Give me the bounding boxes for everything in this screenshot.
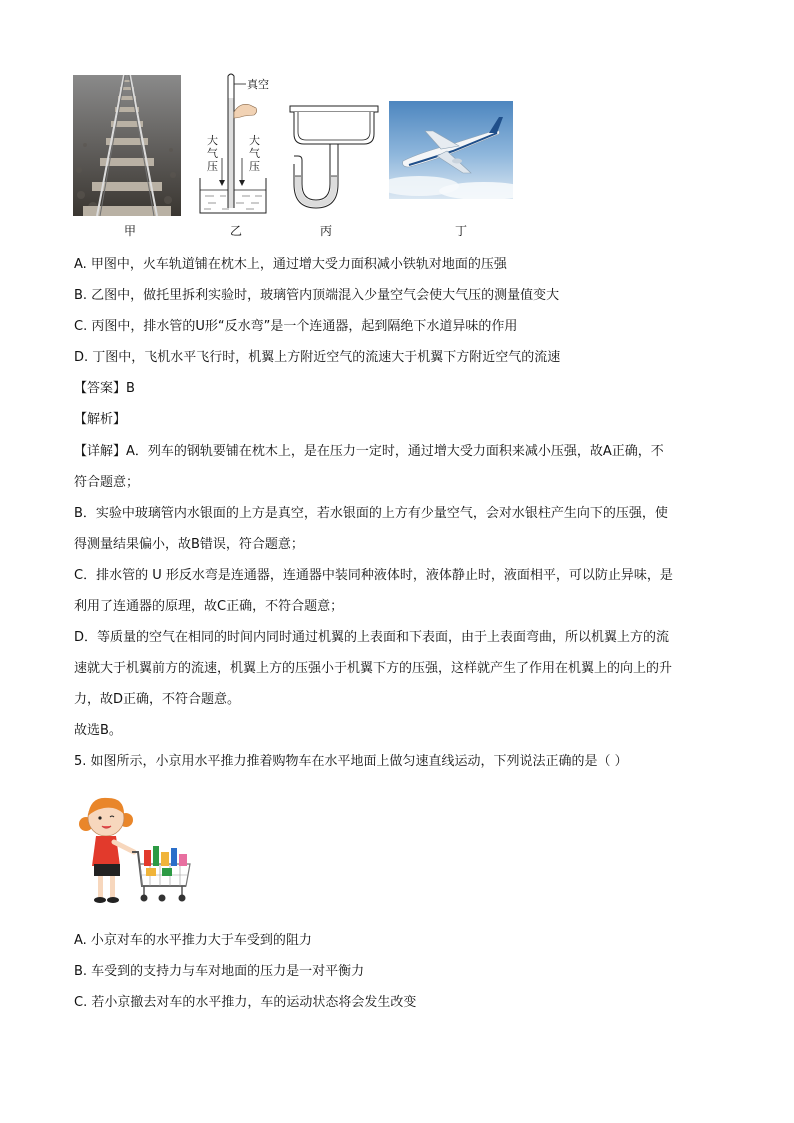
explanation-line: 得测量结果偏小，故B错误，符合题意； (74, 537, 304, 552)
q5-option-b: B. 车受到的支持力与车对地面的压力是一对平衡力 (74, 964, 365, 979)
right-pressure-char-3: 压 (249, 160, 260, 173)
girl-shopping-cart-illustration (74, 790, 196, 912)
left-pressure-char-3: 压 (207, 160, 218, 173)
analysis-title: 【解析】 (74, 412, 127, 427)
figure-caption-yi: 乙 (230, 224, 243, 238)
right-pressure-char-2: 气 (249, 147, 260, 160)
torricelli-tube-diagram (196, 72, 282, 218)
figure-caption-ding: 丁 (455, 224, 468, 238)
left-pressure-char-1: 大 (207, 134, 218, 147)
q5-option-a: A. 小京对车的水平推力大于车受到的阻力 (74, 933, 312, 948)
explanation-line: 速就大于机翼前方的流速，机翼上方的压强小于机翼下方的压强，这样就产生了作用在机翼上的向上的升 (74, 661, 673, 676)
explanation-line: 力，故D正确，不符合题意。 (74, 692, 241, 707)
q5-stem: 5. 如图所示，小京用水平推力推着购物车在水平地面上做匀速直线运动，下列说法正确的是（ ） (74, 754, 628, 769)
q5-option-c: C. 若小京撤去对车的水平推力，车的运动状态将会发生改变 (74, 995, 417, 1010)
sink-u-trap-diagram (288, 104, 382, 212)
airplane-image (389, 101, 513, 199)
explanation-line: B．实验中玻璃管内水银面的上方是真空，若水银面的上方有少量空气，会对水银柱产生向下的压强，使 (74, 506, 668, 521)
figure-caption-jia: 甲 (124, 224, 137, 238)
left-pressure-char-2: 气 (207, 147, 218, 160)
q4-option-c: C. 丙图中，排水管的U形“反水弯”是一个连通器，起到隔绝下水道异味的作用 (74, 319, 518, 334)
q4-option-d: D. 丁图中，飞机水平飞行时，机翼上方附近空气的流速大于机翼下方附近空气的流速 (74, 350, 561, 365)
explanation-line: 【详解】A．列车的钢轨要铺在枕木上，是在压力一定时，通过增大受力面积来减小压强，故A正确，不 (74, 444, 664, 459)
q4-option-a: A. 甲图中，火车轨道铺在枕木上，通过增大受力面积减小铁轨对地面的压强 (74, 257, 507, 272)
figure-caption-bing: 丙 (320, 224, 333, 238)
explanation-line: 符合题意； (74, 475, 140, 490)
vacuum-label: 真空 (247, 78, 269, 91)
explanation-line: D．等质量的空气在相同的时间内同时通过机翼的上表面和下表面，由于上表面弯曲，所以机翼上方的流 (74, 630, 670, 645)
right-pressure-char-1: 大 (249, 134, 260, 147)
explanation-line: 利用了连通器的原理，故C正确，不符合题意； (74, 599, 344, 614)
railway-track-image (73, 75, 181, 216)
explanation-line: C．排水管的 U 形反水弯是连通器，连通器中装同种液体时，液体静止时，液面相平，可以防止异味，是 (74, 568, 673, 583)
explanation-line: 故选B。 (74, 723, 122, 738)
answer-line: 【答案】B (74, 381, 135, 396)
q4-option-b: B. 乙图中，做托里拆利实验时，玻璃管内顶端混入少量空气会使大气压的测量值变大 (74, 288, 560, 303)
